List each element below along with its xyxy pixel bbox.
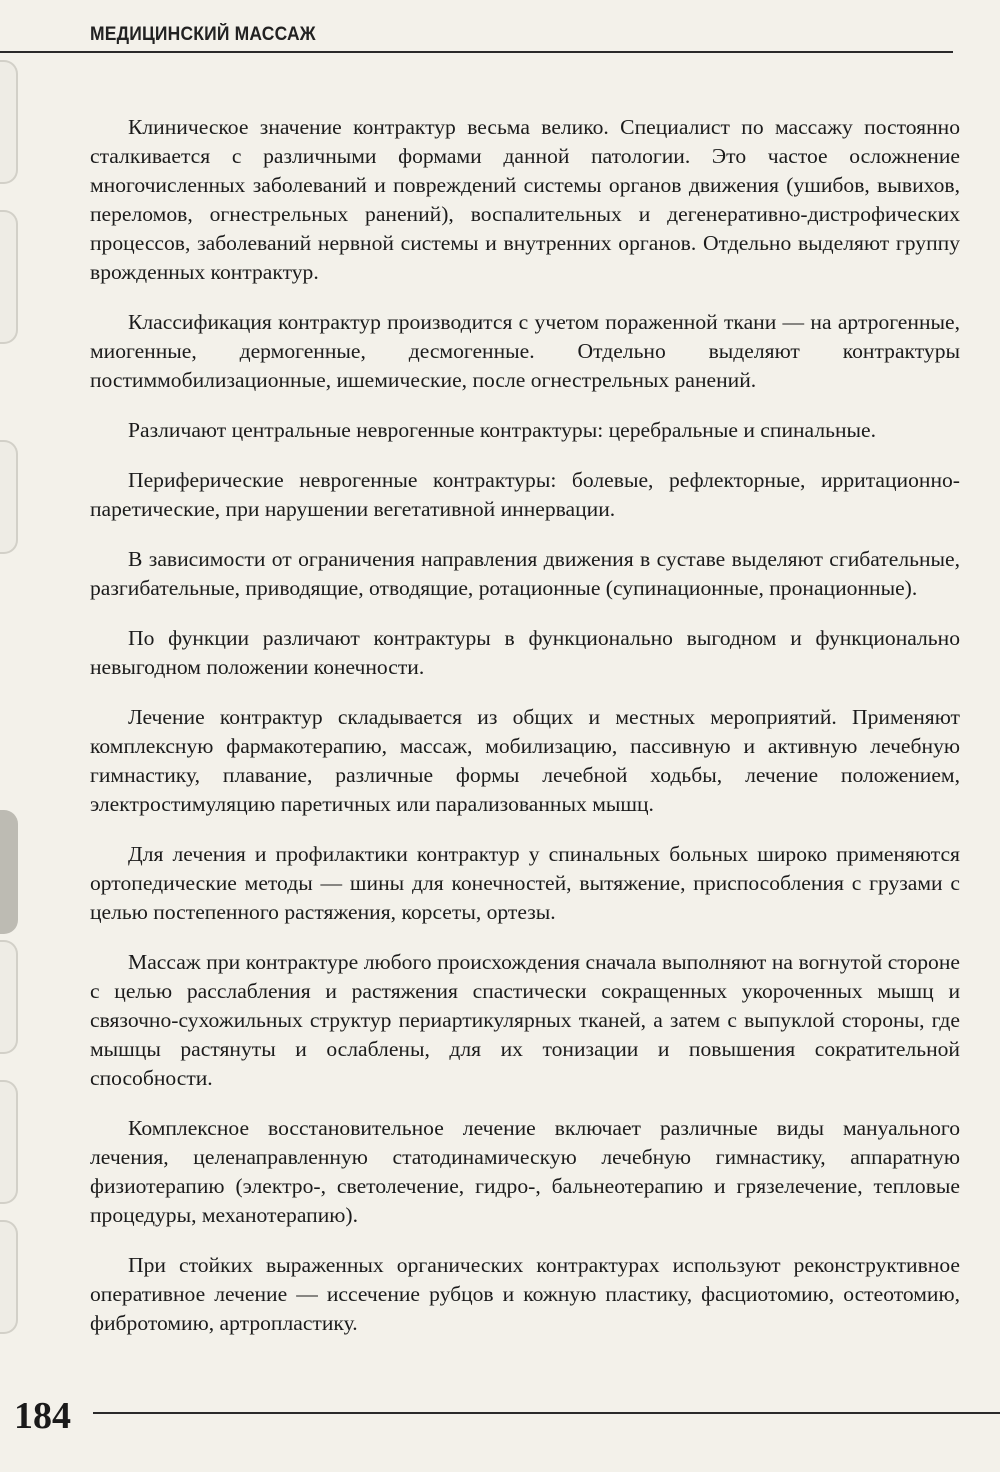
paragraph-treatment: Лечение контрактур складывается из общих и местных мероприятий. Применяют комплексную фармакотерапию, массаж, мобилизацию, пассивную и активную лечебную гимнастику, плавание, различные формы лечебной ходьбы, лечение положением, электростимуляцию паретичных или парализованных мышц. <box>90 705 960 816</box>
header-rule <box>0 51 953 53</box>
paragraph-surgical-treatment: При стойких выраженных органических контрактурах используют реконструктивное оперативное лечение — иссечение рубцов и кожную пластику, фасциотомию, остеотомию, фибротомию, артропластику. <box>90 1253 960 1335</box>
body-text <box>90 113 960 1359</box>
edge-tab-decoration <box>0 1080 18 1204</box>
edge-tab-decoration <box>0 440 18 554</box>
edge-tab-decoration <box>0 940 18 1054</box>
running-header: МЕДИЦИНСКИЙ МАССАЖ <box>90 24 316 45</box>
edge-tab-decoration <box>0 810 18 934</box>
paragraph-massage: Массаж при контрактуре любого происхождения сначала выполняют на вогнутой стороне с целью расслабления и растяжения спастически сокращенных укороченных мышц и связочно-сухожильных структур периартикулярных тканей, а затем с выпуклой стороны, где мышцы растянуты и ослаблены, для их тонизации и повышения сократительной способности. <box>90 950 960 1090</box>
paragraph-rehabilitation: Комплексное восстановительное лечение включает различные виды мануального лечения, целенаправленную статодинамическую лечебную гимнастику, аппаратную физиотерапию (электро-, светолечение, гидро-, бальнеотерапию и грязелечение, тепловые процедуры, механотерапию). <box>90 1116 960 1227</box>
paragraph-classification: Классификация контрактур производится с учетом пораженной ткани — на артрогенные, миогенные, дермогенные, десмогенные. Отдельно выделяют контрактуры постиммобилизационные, ишемические, после огнестрельных ранений. <box>90 310 960 392</box>
paragraph-orthopedic-methods: Для лечения и профилактики контрактур у спинальных больных широко применяются ортопедические методы — шины для конечностей, вытяжение, приспособления с грузами с целью постепенного растяжения, корсеты, ортезы. <box>90 842 960 924</box>
paragraph-clinical-significance: Клиническое значение контрактур весьма велико. Специалист по массажу постоянно сталкивается с различными формами данной патологии. Это частое осложнение многочисленных заболеваний и повреждений системы органов движения (ушибов, вывихов, переломов, огнестрельных ранений), воспалительных и дегенеративно-дистрофических процессов, заболеваний нервной системы и внутренних органов. Отдельно выделяют группу врожденных контрактур. <box>90 115 960 284</box>
edge-tab-decoration <box>0 210 18 344</box>
page-number: 184 <box>14 1395 71 1437</box>
footer-rule <box>93 1412 1000 1414</box>
paragraph-central-neurogenic: Различают центральные неврогенные контрактуры: церебральные и спинальные. <box>128 418 876 442</box>
edge-tab-decoration <box>0 1220 18 1334</box>
paragraph-peripheral-neurogenic: Периферические неврогенные контрактуры: болевые, рефлекторные, ирритационно-паретические, при нарушении вегетативной иннервации. <box>90 468 960 521</box>
paragraph-function: По функции различают контрактуры в функционально выгодном и функционально невыгодном положении конечности. <box>90 626 960 679</box>
edge-tab-decoration <box>0 60 18 184</box>
paragraph-movement-direction: В зависимости от ограничения направления движения в суставе выделяют сгибательные, разгибательные, приводящие, отводящие, ротационные (супинационные, пронационные). <box>90 547 960 600</box>
